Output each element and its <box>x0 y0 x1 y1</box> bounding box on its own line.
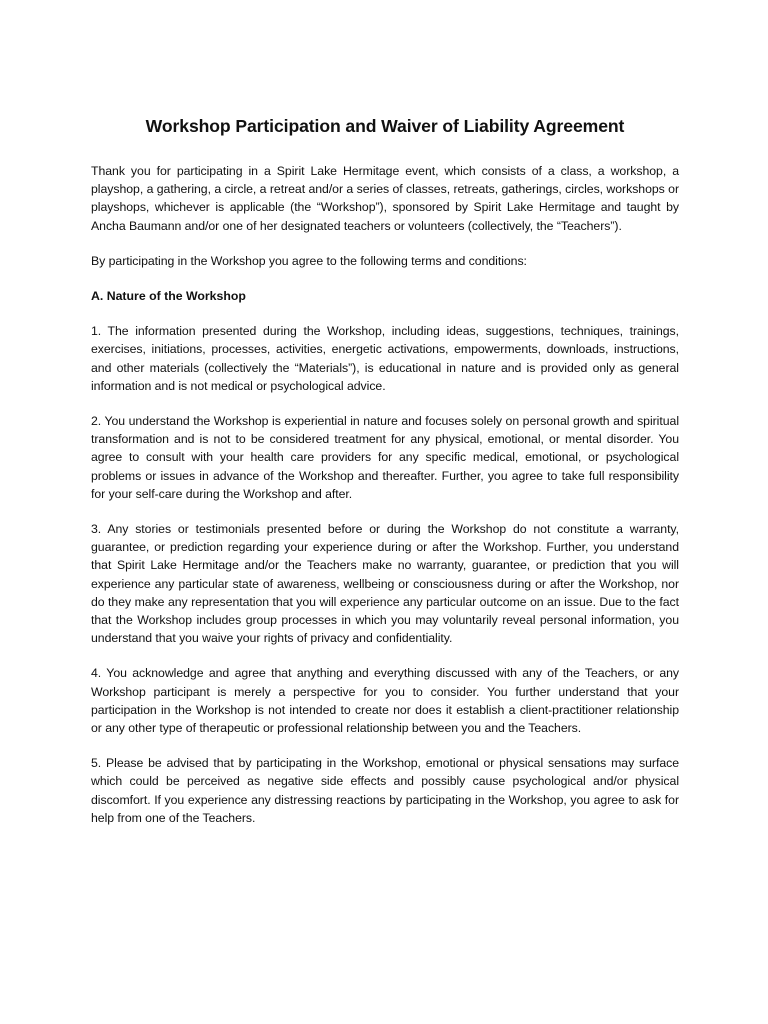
document-body <box>91 115 679 844</box>
intro-paragraph: Thank you for participating in a Spirit Lake Hermitage event, which consists of a class, a workshop, a playshop, a gathering, a circle, a retreat and/or a series of classes, retreats, gatherings, circles, workshops or playshops, whichever is applicable (the “Workshop”), sponsored by Spirit Lake Hermitage and taught by Ancha Baumann and/or one of her designated teachers or volunteers (collectively, the “Teachers”). <box>91 164 679 233</box>
agreement-paragraph: By participating in the Workshop you agree to the following terms and conditions: <box>91 253 527 268</box>
clause-2: 2. You understand the Workshop is experiential in nature and focuses solely on personal growth and spiritual transformation and is not to be considered treatment for any physical, emotional, or mental disorder. You agree to consult with your health care providers for any specific medical, emotional, or psychological problems or issues in advance of the Workshop and thereafter. Further, you agree to take full responsibility for your self-care during the Workshop and after. <box>91 414 679 501</box>
clause-5: 5. Please be advised that by participating in the Workshop, emotional or physical sensations may surface which could be perceived as negative side effects and possibly cause psychological and/or physical discomfort. If you experience any distressing reactions by participating in the Workshop, you agree to ask for help from one of the Teachers. <box>91 756 679 825</box>
clause-1: 1. The information presented during the Workshop, including ideas, suggestions, techniques, trainings, exercises, initiations, processes, activities, energetic activations, empowerments, downloads, instructions, and other materials (collectively the “Materials”), is educational in nature and is provided only as general information and is not medical or psychological advice. <box>91 324 679 393</box>
clause-4: 4. You acknowledge and agree that anything and everything discussed with any of the Teachers, or any Workshop participant is merely a perspective for you to consider. You further understand that your participation in the Workshop is not intended to create nor does it establish a client-practitioner relationship or any other type of therapeutic or professional relationship between you and the Teachers. <box>91 666 679 736</box>
clause-3: 3. Any stories or testimonials presented before or during the Workshop do not constitute a warranty, guarantee, or prediction regarding your experience during or after the Workshop. Further, you understand that Spirit Lake Hermitage and/or the Teachers make no warranty, guarantee, or prediction that you will experience any particular state of awareness, wellbeing or consciousness during or after the Workshop, nor do they make any representation that you will experience any particular outcome on an issue. Due to the fact that the Workshop includes group processes in which you may voluntarily reveal personal information, you understand that you waive your rights of privacy and confidentiality. <box>91 522 679 646</box>
document-title: Workshop Participation and Waiver of Liability Agreement <box>145 116 625 136</box>
section-heading-nature: A. Nature of the Workshop <box>91 289 246 304</box>
